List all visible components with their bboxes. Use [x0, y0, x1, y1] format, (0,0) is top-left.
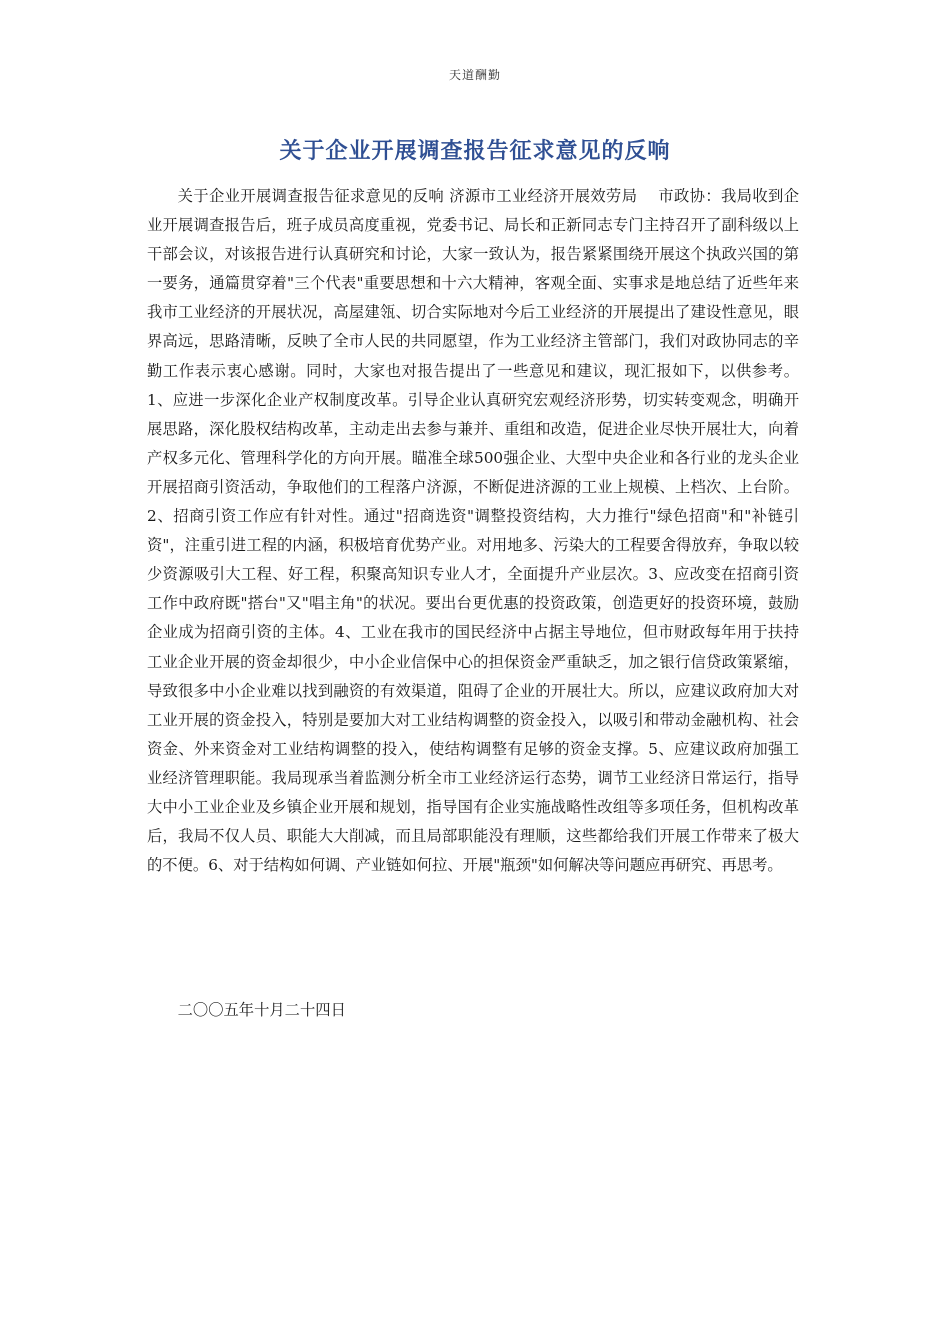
- document-title: 关于企业开展调查报告征求意见的反响: [279, 139, 671, 164]
- page-header: 天道酬勤: [448, 68, 501, 82]
- document-date: 二〇〇五年十月二十四日: [177, 1001, 346, 1019]
- document-body: 关于企业开展调查报告征求意见的反响 济源市工业经济开展效劳局 市政协：我局收到企业开展调查报告后，班子成员高度重视，党委书记、局长和正新同志专门主持召开了副科级以上干部会议，对该报告进行认真研究和讨论，大家一致认为，报告紧紧围绕开展这个执政兴国的第一要务，通篇贯穿着"三个代表"重要思想和十六大精神，客观全面、实事求是地总结了近些年来我市工业经济的开展状况，高屋建瓴、切合实际地对今后工业经济的开展提出了建设性意见，眼界高远，思路清晰，反映了全市人民的共同愿望，作为工业经济主管部门，我们对政协同志的辛勤工作表示衷心感谢。同时，大家也对报告提出了一些意见和建议，现汇报如下，以供参考。1、应进一步深化企业产权制度改革。引导企业认真研究宏观经济形势，切实转变观念，明确开展思路，深化股权结构改革，主动走出去参与兼并、重组和改造，促进企业尽快开展壮大，向着产权多元化、管理科学化的方向开展。瞄准全球500强企业、大型中央企业和各行业的龙头企业开展招商引资活动，争取他们的工程落户济源，不断促进济源的工业上规模、上档次、上台阶。2、招商引资工作应有针对性。通过"招商选资"调整投资结构，大力推行"绿色招商"和"补链引资"，注重引进工程的内涵，积极培育优势产业。对用地多、污染大的工程要舍得放弃，争取以较少资源吸引大工程、好工程，积聚高知识专业人才，全面提升产业层次。3、应改变在招商引资工作中政府既"搭台"又"唱主角"的状况。要出台更优惠的投资政策，创造更好的投资环境，鼓励企业成为招商引资的主体。4、工业在我市的国民经济中占据主导地位，但市财政每年用于扶持工业企业开展的资金却很少，中小企业信保中心的担保资金严重缺乏，加之银行信贷政策紧缩，导致很多中小企业难以找到融资的有效渠道，阻碍了企业的开展壮大。所以，应建议政府加大对工业开展的资金投入，特别是要加大对工业结构调整的资金投入，以吸引和带动金融机构、社会资金、外来资金对工业结构调整的投入，使结构调整有足够的资金支撑。5、应建议政府加强工业经济管理职能。我局现承当着监测分析全市工业经济运行态势，调节工业经济日常运行，指导大中小工业企业及乡镇企业开展和规划，指导国有企业实施战略性改组等多项任务，但机构改革后，我局不仅人员、职能大大削减，而且局部职能没有理顺，这些都给我们开展工作带来了极大的不便。6、对于结构如何调、产业链如何拉、开展"瓶颈"如何解决等问题应再研究、再思考。: [147, 187, 799, 875]
